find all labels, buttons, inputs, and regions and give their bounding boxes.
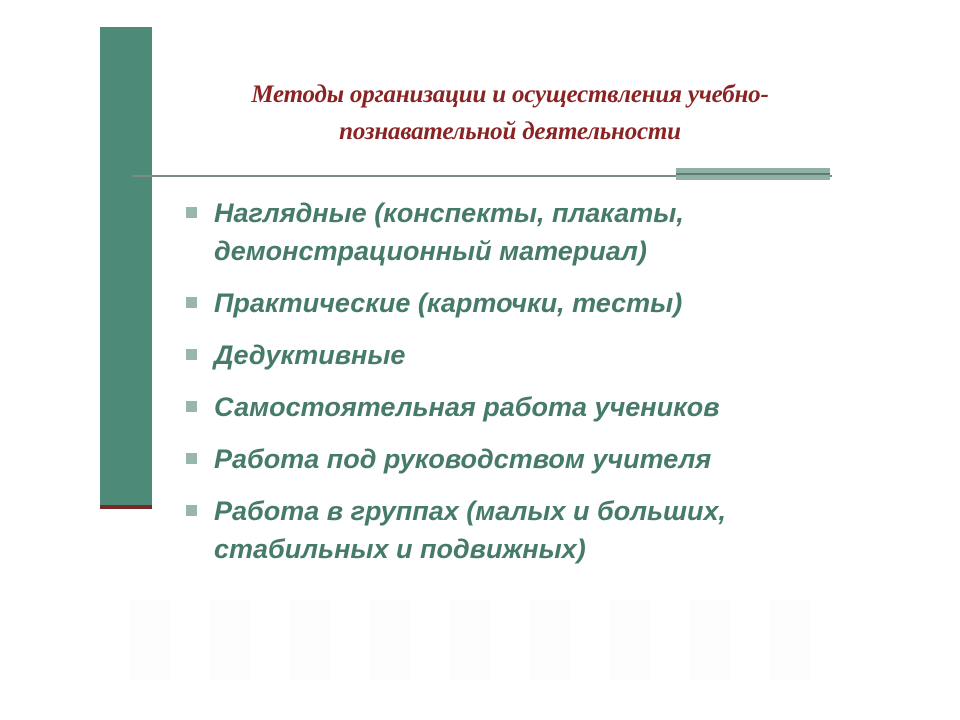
- faint-background-pattern: [130, 600, 830, 680]
- square-bullet-icon: [186, 349, 197, 360]
- list-item: [186, 388, 826, 426]
- side-accent-bar: [100, 27, 152, 505]
- list-item: [186, 284, 826, 322]
- list-item-text: Самостоятельная работа учеников: [214, 392, 720, 422]
- side-bar-bottom-line: [100, 505, 152, 509]
- square-bullet-icon: [186, 505, 197, 516]
- list-item: [186, 336, 826, 374]
- list-item-text: Практические (карточки, тесты): [214, 288, 683, 318]
- slide-title: Методы организации и осуществления учебно-познавательной деятельности: [251, 81, 769, 145]
- list-item-text: Работа под руководством учителя: [214, 444, 712, 474]
- square-bullet-icon: [186, 207, 197, 218]
- list-item: [186, 194, 826, 270]
- list-item-text: Наглядные (конспекты, плакаты, демонстрационный материал): [214, 198, 684, 266]
- title-divider-accent: [676, 168, 830, 180]
- square-bullet-icon: [186, 401, 197, 412]
- list-item: [186, 492, 826, 568]
- square-bullet-icon: [186, 453, 197, 464]
- list-item-text: Дедуктивные: [214, 340, 406, 370]
- list-item: [186, 440, 826, 478]
- square-bullet-icon: [186, 297, 197, 308]
- list-item-text: Работа в группах (малых и больших, стабильных и подвижных): [214, 496, 727, 564]
- bullet-list: [186, 194, 826, 582]
